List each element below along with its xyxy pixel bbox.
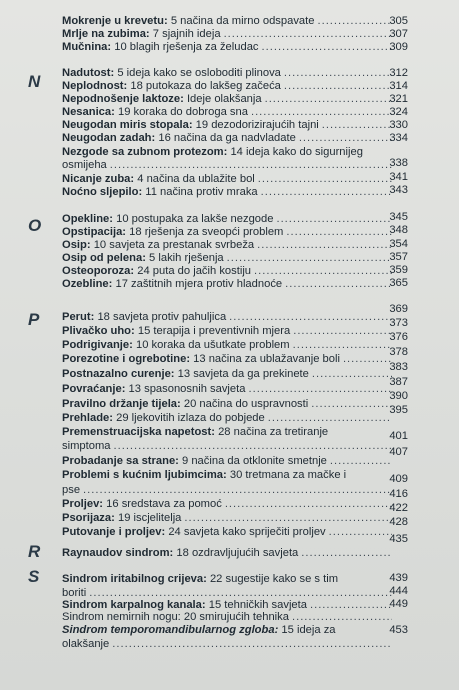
page-number: 409 <box>389 473 408 485</box>
index-entry: Psorijaza: 19 iscjelitelja ..... <box>62 512 392 524</box>
index-entry: Nadutost: 5 ideja kako se osloboditi plinova ..... <box>62 67 392 79</box>
index-entry: Pravilno držanje tijela: 20 načina do uspravnosti ..... <box>62 398 392 410</box>
page-number: 453 <box>389 624 408 636</box>
index-entry: Opekline: 10 postupaka za lakše nezgode ..... <box>62 213 392 225</box>
index-entry: Perut: 18 savjeta protiv pahuljica ..... <box>62 311 392 323</box>
page-number: 444 <box>389 585 408 597</box>
index-entry: Proljev: 16 sredstava za pomoć ..... <box>62 498 392 510</box>
page-number: 376 <box>389 331 408 343</box>
page-number: 341 <box>389 171 408 183</box>
page-number: 422 <box>389 502 408 514</box>
page-number: 373 <box>389 317 408 329</box>
index-entry: Nezgode sa zubnom protezom: 14 ideja kako do sigurnijeg <box>62 146 363 158</box>
index-entry: Noćno sljepilo: 11 načina protiv mraka ..... <box>62 186 392 198</box>
page-number: 324 <box>389 106 408 118</box>
index-entry: Nepodnošenje laktoze: Ideje olakšanja ..... <box>62 93 392 105</box>
index-entry: Mučnina: 10 blagih rješenja za želudac ..... <box>62 41 392 53</box>
page-number: 449 <box>389 598 408 610</box>
page-number: 334 <box>389 132 408 144</box>
index-entry: Osip od pelena: 5 lakih rješenja ..... <box>62 252 392 264</box>
section-letter-o: O <box>28 216 42 235</box>
page-number: 378 <box>389 346 408 358</box>
index-entry-continuation: boriti ..... <box>62 587 392 599</box>
page-number: 348 <box>389 224 408 236</box>
page-number: 309 <box>389 41 408 53</box>
page-number: 365 <box>389 277 408 289</box>
index-entry: Opstipacija: 18 rješenja za sveopći problem ..... <box>62 226 392 238</box>
index-entry: Sindrom iritabilnog crijeva: 22 sugestije kako se s tim <box>62 573 339 585</box>
index-entry: Povraćanje: 13 spasonosnih savjeta ..... <box>62 383 392 395</box>
index-entry: Neplodnost: 18 putokaza do lakšeg začeća ..... <box>62 80 392 92</box>
page-number: 428 <box>389 516 408 528</box>
index-entry: Nesanica: 19 koraka do dobroga sna ..... <box>62 106 392 118</box>
index-entry: Podrigivanje: 10 koraka da ušutkate problem ..... <box>62 339 392 351</box>
index-entry: Plivačko uho: 15 terapija i preventivnih mjera ..... <box>62 325 392 337</box>
index-entry-continuation: simptoma ..... <box>62 440 392 452</box>
page-number: 330 <box>389 119 408 131</box>
index-entry: Osteoporoza: 24 puta do jačih kostiju ..... <box>62 265 392 277</box>
page-number: 307 <box>389 28 408 40</box>
index-entry: Raynaudov sindrom: 18 ozdravljujućih savjeta ..... <box>62 547 392 559</box>
index-entry-continuation: osmijeha ..... <box>62 159 392 171</box>
page-number: 359 <box>389 264 408 276</box>
index-entry: Sindrom karpalnog kanala: 15 tehničkih savjeta ..... <box>62 599 392 611</box>
index-entry: Putovanje i proljev: 24 savjeta kako spriječiti proljev ..... <box>62 526 392 538</box>
index-entry: Neugodan zadah: 16 načina da ga nadvladate ..... <box>62 132 392 144</box>
section-letter-p: P <box>28 310 40 329</box>
index-entry: Problemi s kućnim ljubimcima: 30 tretmana za mačke i <box>62 469 347 481</box>
index-entry: Sindrom nemirnih nogu: 20 smirujućih tehnika ..... <box>62 611 392 623</box>
page-number: 369 <box>389 303 408 315</box>
index-entry: Nicanje zuba: 4 načina da ublažite bol ..... <box>62 173 392 185</box>
index-entry: Ozebline: 17 zaštitnih mjera protiv hladnoće ..... <box>62 278 392 290</box>
page-number: 439 <box>389 572 408 584</box>
page-number: 343 <box>389 184 408 196</box>
index-entry: Porezotine i ogrebotine: 13 načina za ublažavanje boli ..... <box>62 353 392 365</box>
page-number: 354 <box>389 238 408 250</box>
page-number: 312 <box>389 67 408 79</box>
index-entry: Mokrenje u krevetu: 5 načina da mirno odspavate ..... <box>62 15 392 27</box>
page-number: 338 <box>389 157 408 169</box>
page-number: 387 <box>389 376 408 388</box>
section-letter-n: N <box>28 72 41 91</box>
page-number: 401 <box>389 430 408 442</box>
page-number: 390 <box>389 390 408 402</box>
page-number: 383 <box>389 361 408 373</box>
index-entry: Probadanje sa strane: 9 načina da otklonite smetnje ..... <box>62 455 392 467</box>
index-entry: Postnazalno curenje: 13 savjeta da ga prekinete ..... <box>62 368 392 380</box>
page-number: 314 <box>389 80 408 92</box>
section-letter-s: S <box>28 567 40 586</box>
page-number: 407 <box>389 446 408 458</box>
index-entry: Sindrom temporomandibularnog zgloba: 15 ideja za <box>62 624 336 636</box>
page-number: 357 <box>389 251 408 263</box>
index-entry: Prehlade: 29 ljekovitih izlaza do pobjede ..... <box>62 412 392 424</box>
index-entry: Neugodan miris stopala: 19 dezodorizirajućih tajni ..... <box>62 119 392 131</box>
page-number: 345 <box>389 211 408 223</box>
index-entry: Mrlje na zubima: 7 sjajnih ideja ..... <box>62 28 392 40</box>
page-number: 395 <box>389 404 408 416</box>
page-number: 305 <box>389 15 408 27</box>
index-entry: Osip: 10 savjeta za prestanak svrbeža ..... <box>62 239 392 251</box>
page-number: 435 <box>389 533 408 545</box>
page-number: 416 <box>389 488 408 500</box>
section-letter-r: R <box>28 542 41 561</box>
page-number: 321 <box>389 93 408 105</box>
index-entry: Premenstruacijska napetost: 28 načina za tretiranje <box>62 426 329 438</box>
index-entry-continuation: pse ..... <box>62 484 392 496</box>
index-entry-continuation: olakšanje ..... <box>62 638 392 650</box>
